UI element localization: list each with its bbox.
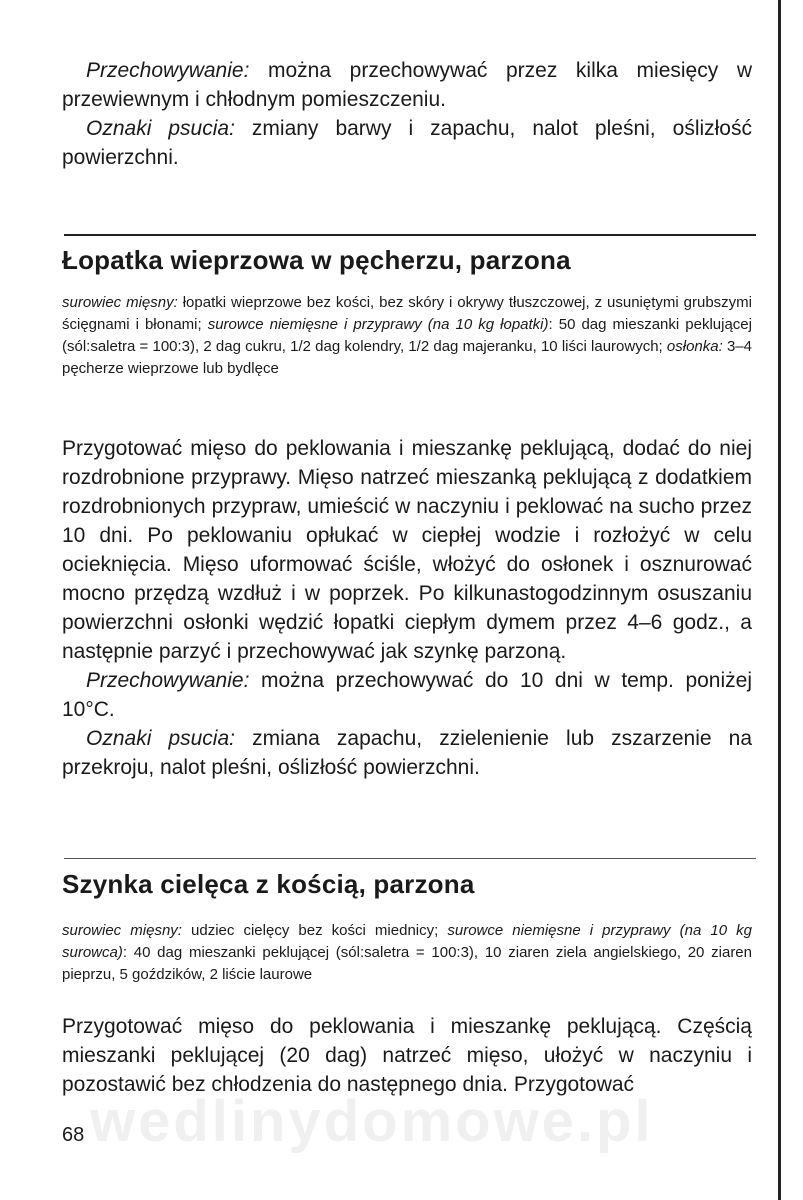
spoilage-text: zmiana zapachu, zzielenienie lub zszarzenie na przekroju, nalot pleśni, oślizłość powierzchni. <box>62 727 752 779</box>
section1-spoilage-paragraph <box>62 724 752 782</box>
storage-label: Przechowywanie: <box>86 669 250 692</box>
ingredient-label-spices: surowce niemięsne i przyprawy (na 10 kg łopatki) <box>207 316 549 333</box>
section-divider-2 <box>64 858 756 859</box>
ingredient-text-spices: : 50 dag mieszanki peklującej (sól:saletra = 100:3), 2 dag cukru, 1/2 dag kolendry, 1/2 dag majeranku, 10 liści laurowych; <box>62 316 752 355</box>
ingredient-label-casing: osłonka: <box>666 338 723 355</box>
storage-text: można przechowywać do 10 dni w temp. poniżej 10°C. <box>62 669 752 721</box>
section1-body <box>62 434 752 782</box>
section1-storage-paragraph <box>62 666 752 724</box>
ingredient-text-meat: udziec cielęcy bez kości miednicy; <box>181 922 448 939</box>
storage-text: można przechowywać przez kilka miesięcy w przewiewnym i chłodnym pomieszczeniu. <box>62 59 752 111</box>
section1-method: Przygotować mięso do peklowania i mieszankę peklującą, dodać do niej rozdrobnione przyprawy. Mięso natrzeć mieszanką peklującą z dodatkiem rozdrobnionych przypraw, umieścić w naczyniu i peklować na sucho przez 10 dni. Po peklowaniu opłukać w ciepłej wodzie i rozłożyć w celu ocieknięcia. Mięso uformować ściśle, włożyć do osłonek i osznurować mocno przędzą wzdłuż i w poprzek. Po kilkunastogodzinnym osuszaniu powierzchni osłonki wędzić łopatki ciepłym dymem przez 4–6 godz., a następnie parzyć i przechowywać jak szynkę parzoną. <box>62 437 752 663</box>
top-spoilage-paragraph <box>62 114 752 172</box>
top-continuation <box>62 56 752 172</box>
section2-ingredients <box>62 920 752 986</box>
section2-title: Szynka cielęca z kością, parzona <box>62 869 475 899</box>
storage-label: Przechowywanie: <box>86 59 250 82</box>
section1-title: Łopatka wieprzowa w pęcherzu, parzona <box>62 245 571 275</box>
section2-ingredients-paragraph <box>62 920 752 986</box>
ingredient-text-spices: : 40 dag mieszanki peklującej (sól:saletra = 100:3), 10 ziaren ziela angielskiego, 20 ziaren pieprzu, 5 goździków, 2 liście laurowe <box>62 944 752 983</box>
spoilage-label: Oznaki psucia: <box>86 117 235 140</box>
watermark: wedlinydomowe.pl <box>90 1089 654 1154</box>
section-divider-1 <box>64 234 756 236</box>
section1-ingredients-paragraph <box>62 292 752 380</box>
page-number: 68 <box>62 1124 85 1146</box>
page-edge-rule <box>778 0 781 1200</box>
section2-method: Przygotować mięso do peklowania i mieszankę peklującą. Częścią mieszanki peklującej (20 dag) natrzeć mięso, ułożyć w naczyniu i pozostawić bez chłodzenia do następnego dnia. Przygotować <box>62 1015 752 1096</box>
section1-ingredients <box>62 292 752 380</box>
section2-body <box>62 1012 752 1099</box>
spoilage-text: zmiany barwy i zapachu, nalot pleśni, oślizłość powierzchni. <box>62 117 752 169</box>
ingredient-label-spices: surowce niemięsne i przyprawy (na 10 kg surowca) <box>62 922 752 961</box>
ingredient-label-meat: surowiec mięsny: <box>62 922 182 939</box>
ingredient-text-casing: 3–4 pęcherze wieprzowe lub bydlęce <box>62 338 752 377</box>
spoilage-label: Oznaki psucia: <box>86 727 235 750</box>
ingredient-text-meat: łopatki wieprzowe bez kości, bez skóry i okrywy tłuszczowej, z usuniętymi grubszymi ścięgnami i błonami; <box>62 294 752 333</box>
ingredient-label-meat: surowiec mięsny: <box>62 294 178 311</box>
top-storage-paragraph <box>62 56 752 114</box>
